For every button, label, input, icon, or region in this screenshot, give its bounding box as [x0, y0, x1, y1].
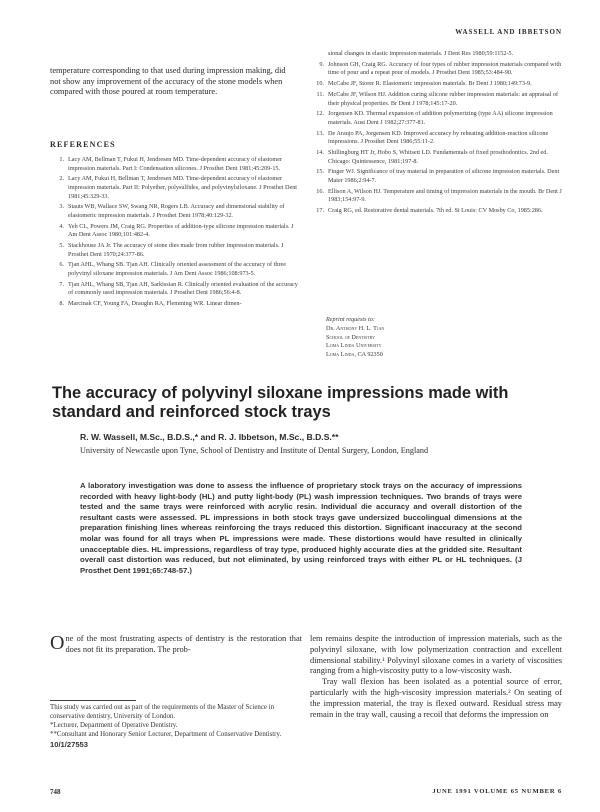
issue-line: JUNE 1991 VOLUME 65 NUMBER 6 [432, 788, 562, 795]
reference-item: 16. Ellison A, Wilson HJ. Temperature and timing of impression materials in the mouth. Br Dent J 1983;154:97-9. [316, 187, 562, 204]
reference-item: 3. Stauts WB, Wallace SW, Swang NR, Rogers LB. Accuracy and dimensional stability of elastomeric impression materials. J Prosthet Dent 1978;40:129-32. [59, 203, 285, 219]
carryover-paragraph: temperature corresponding to that used during impression making, did not show any improvement of the accuracy of the stone models when compared with those poured at room temperature. [50, 66, 286, 97]
body-column-right [310, 634, 562, 720]
body-paragraph: Tray wall flexion has been isolated as a potential source of error, particularly with the high-viscosity impression materials.² On seating of the impression material, the tray is flexed outward. Residual stress may remain in the tray wall, causing a recoil that deforms the impression on [310, 677, 562, 719]
reference-item: 1. Lacy AM, Bellman T, Fukui H, Jendresen MD. Time-dependent accuracy of elastomer impression materials. Part I: Condensation silicones. J Prosthet Dent 1981;45:209-15. [59, 156, 283, 172]
body-column-left [50, 634, 302, 656]
reference-item: 2. Lacy AM, Fukui H, Bellman T, Jendresen MD. Time-dependent accuracy of elastomer impression materials. Part II: Polyether, polysulfides, and polyvinylsiloxane. J Prosthet Dent 1981;45:329-33. [59, 175, 298, 200]
references-list-right [310, 50, 562, 218]
reprint-line: Dr. Anthony H. L. Tjan [326, 324, 385, 332]
reprint-line: Loma Linda University [326, 342, 382, 350]
reference-item: 8. Marcinak CF, Young FA, Draughn RA, Flemming WR. Linear dimen- [59, 300, 242, 308]
reprint-line: School of Dentistry [326, 333, 376, 341]
reference-item: 12. Jorgensen KD. Thermal expansion of addition polymerizing (type AA) silicone impression materials. Aust Dent J 1982;27:377-81. [316, 110, 553, 126]
reprint-label: Reprint requests to: [326, 316, 375, 323]
footnote: *Lecturer, Department of Operative Dentistry. [50, 721, 178, 729]
references-list-left [50, 156, 300, 311]
article-title: The accuracy of polyvinyl siloxane impressions made with standard and reinforced stock trays [52, 384, 509, 421]
reprint-line: Loma Linda, CA 92350 [326, 351, 383, 359]
reference-item: 15. Finger WJ. Significance of tray material in preparation of silicone impression materials. Dent Mater 1986;2:94-7. [316, 168, 560, 185]
reference-item: 11. McCabe JF, Wilson HJ. Addition curing silicone rubber impression materials: an appraisal of their physical properties. Br Dent J 1978;145:17-20. [316, 90, 559, 107]
footnote: **Consultant and Honorary Senior Lecturer, Department of Conservative Dentistry. [50, 730, 282, 738]
reference-item: 14. Shillingburg HT Jr, Hobo S, Whitsett LD. Fundamentals of fixed prosthodontics. 2nd ed. Chicago: Quintessence, 1981;197-8. [316, 149, 548, 165]
reference-item: sional changes in elastic impression materials. J Dent Res 1980;59:1152-5. [328, 50, 514, 57]
reference-item: 13. De Araujo PA, Jorgensen KD. Improved accuracy by reheating addition-reaction silicone impressions. J Prosthet Dent 1986;55:11-2. [316, 129, 549, 146]
article-abstract: A laboratory investigation was done to assess the influence of proprietary stock trays on the accuracy of impressions recorded with heavy light-body (HL) and putty light-body (PL) wash impression techniques. Two brands of trays were tested and the same trays were reinforced with acrylic resin. Individual die accuracy and overall distortion of the resultant casts were assessed. PL impressions in both stock trays gave undersized buccolingual dimensions at the preparation finishing lines whereas reinforcing the trays reduced this distortion. Significant inaccuracy at the second molar was found for all trays when PL impressions were made. These distortions would have resulted in clinically unacceptable dies. HL impressions, regardless of tray type, produced highly accurate dies at the gridded site. Resultant overall cast distortion was reduced, but not eliminated, by using reinforced trays with either PL or HL techniques. (J Prosthet Dent 1991;65:748-57.) [80, 481, 522, 575]
references-heading: REFERENCES [50, 140, 116, 149]
footnotes [50, 704, 302, 750]
reference-item: 4. Yeh CL, Powers JM, Craig RG. Properties of addition-type silicone impression materials. J Am Dent Assoc 1980;101:482-4. [59, 222, 294, 239]
drop-cap: O [50, 632, 65, 654]
page-number: 748 [50, 788, 61, 796]
running-head: WASSELL AND IBBETSON [455, 28, 562, 36]
article-code: 10/1/27553 [50, 739, 89, 749]
reference-item: 5. Stackhouse JA Jr. The accuracy of stone dies made from rubber impression materials. J Prosthet Dent 1970;24:377-86. [59, 242, 284, 258]
reference-item: 7. Tjan AHL, Whang SB, Tjan AH, Sarkissian R. Clinically oriented evaluation of the accuracy of commonly used impression materials. J Prosthet Dent 1986;56:4-8. [59, 280, 298, 297]
body-intro-text: ne of the most frustrating aspects of dentistry is the restoration that does not fit its preparation. The prob- [65, 634, 302, 654]
article-authors: R. W. Wassell, M.Sc., B.D.S.,* and R. J. Ibbetson, M.Sc., B.D.S.** [80, 432, 339, 442]
reference-item: 6. Tjan AHL, Whang SB. Tjan AH. Clinically oriented assessment of the accuracy of three polyvinyl siloxane impression materials. J Am Dent Assoc 1986;108:973-5. [59, 261, 286, 278]
reference-item: 9. Johnson GH, Craig RG. Accuracy of four types of rubber impression materials compared with time of pour and a repeat pour of models. J Prosthet Dent 1985;53:484-90. [319, 60, 562, 77]
footnote: This study was carried out as part of the requirements of the Master of Science in conservative dentistry, University of London. [50, 704, 275, 720]
article-affiliation: University of Newcastle upon Tyne, School of Dentistry and Institute of Dental Surgery, London, England [80, 446, 429, 455]
reprint-requests [326, 316, 526, 360]
reference-item: 17. Craig RG, ed. Restorative dental materials. 7th ed. St Louis: CV Mosby Co, 1985:286. [316, 207, 543, 215]
footnote-rule [50, 700, 136, 701]
body-paragraph: lem remains despite the introduction of impression materials, such as the polyvinyl siloxane, with low polymerization contraction and excellent dimensional stability.¹ Polyvinyl siloxane comes in a variety of viscosities ranging from a high-viscosity putty to a low-viscosity wash. [310, 634, 562, 676]
reference-item: 10. McCabe JF, Storer R. Elastomeric impression materials. Br Dent J 1980;149:73-9. [316, 80, 532, 88]
